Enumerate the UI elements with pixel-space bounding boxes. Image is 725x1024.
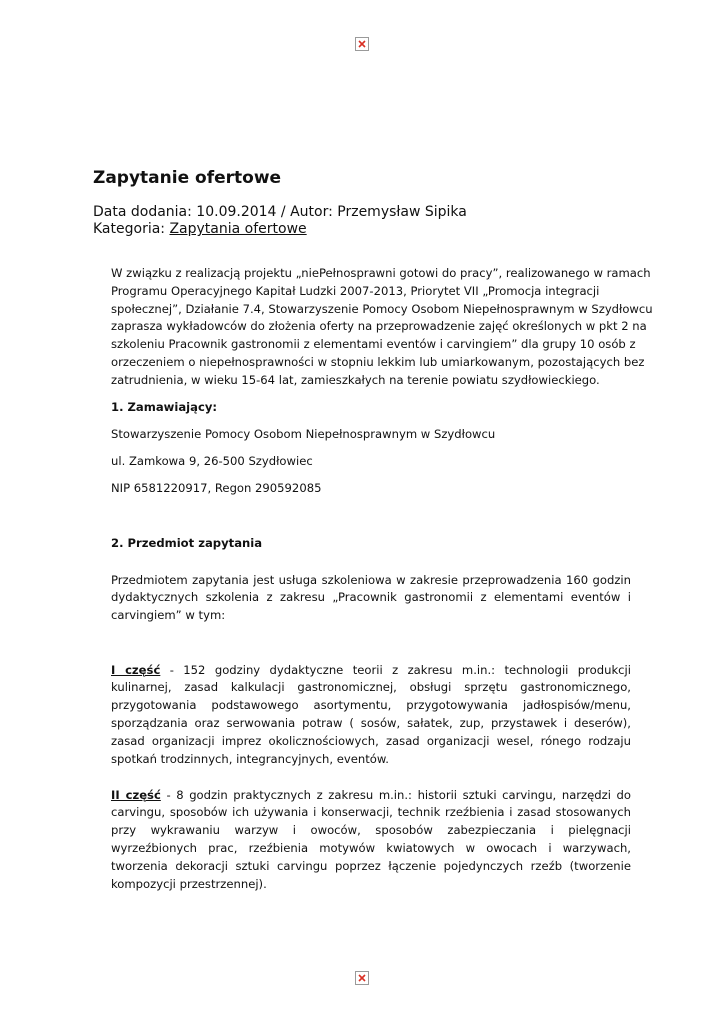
part-two-text: - 8 godzin praktycznych z zakresu m.in.: historii sztuki carvingu, narzędzi do carvingu, sposobów ich używania i konserwacji, technik rzeźbienia i zasad stosowanych przy wykrawaniu warzyw i owoców, sposobów zabezpieczania i pielęgnacji wyrzeźbionych prac, rzeźbienia motywów kwiatowych w owocach i warzywach, tworzenia dekoracji sztuki carvingu poprzez łączenie pojedynczych rzeźb (tworzenie kompozycji przestrzennej). (111, 787, 631, 891)
organization-name: Stowarzyszenie Pomocy Osobom Niepełnosprawnym w Szydłowcu (111, 427, 496, 441)
organization-address: ul. Zamkowa 9, 26-500 Szydłowiec (111, 454, 313, 468)
broken-image-icon (355, 37, 369, 51)
part-one-paragraph (111, 662, 631, 769)
intro-line: szkoleniu Pracownik gastronomii z elementami eventów i carvingiem” dla grupy 10 osób z (111, 337, 636, 352)
broken-image-x-icon (358, 974, 366, 982)
intro-line: zatrudnienia, w wieku 15-64 lat, zamieszkałych na terenie powiatu szydłowieckiego. (111, 372, 600, 387)
intro-line: orzeczeniem o niepełnosprawności w stopniu lekkim lub umiarkowanym, pozostających bez (111, 354, 645, 369)
broken-image-icon (355, 971, 369, 985)
page-title: Zapytanie ofertowe (93, 168, 282, 188)
organization-tax-ids: NIP 6581220917, Regon 290592085 (111, 481, 322, 495)
article-meta-category (93, 221, 307, 237)
part-one-text: - 152 godziny dydaktyczne teorii z zakresu m.in.: technologii produkcji kulinarnej, zasad kalkulacji gastronomicznej, obsługi sprzętu gastronomicznego, przygotowania podstawowego asortymentu, przygotowywania jadłospisów/menu, sporządzania oraz serwowania potraw ( sosów, sałatek, zup, przystawek i deserów), zasad organizacji imprez okolicznościowych, zasad organizacji wesel, rónego rodzaju spotkań trodzinnych, integrancyjnych, eventów. (111, 662, 632, 766)
article-meta-date-author: Data dodania: 10.09.2014 / Autor: Przemysław Sipika (93, 204, 467, 220)
subject-paragraph: Przedmiotem zapytania jest usługa szkoleniowa w zakresie przeprowadzenia 160 godzin dydaktycznych szkolenia z zakresu „Pracownik gastronomii z elementami eventów i carvingiem” w tym: (111, 572, 631, 623)
section-heading-subject: 2. Przedmiot zapytania (111, 536, 263, 550)
part-two-paragraph (111, 787, 631, 894)
category-label: Kategoria: (93, 221, 170, 237)
section-heading-ordering-party: 1. Zamawiający: (111, 400, 218, 414)
broken-image-x-icon (358, 40, 366, 48)
intro-line: Programu Operacyjnego Kapitał Ludzki 2007-2013, Priorytet VII „Promocja integracji (111, 283, 600, 298)
part-two-label: II część (111, 787, 161, 802)
intro-line: zaprasza wykładowców do złożenia oferty na przeprowadzenie zajęć określonych w pkt 2 na (111, 319, 647, 334)
intro-line: W związku z realizacją projektu „niePełnosprawni gotowi do pracy”, realizowanego w ramach (111, 266, 651, 280)
part-one-label: I część (111, 662, 161, 677)
intro-line: społecznej”, Działanie 7.4, Stowarzyszenie Pomocy Osobom Niepełnosprawnym w Szydłowcu (111, 301, 653, 316)
intro-paragraph (111, 265, 653, 390)
category-link[interactable]: Zapytania ofertowe (169, 221, 307, 237)
